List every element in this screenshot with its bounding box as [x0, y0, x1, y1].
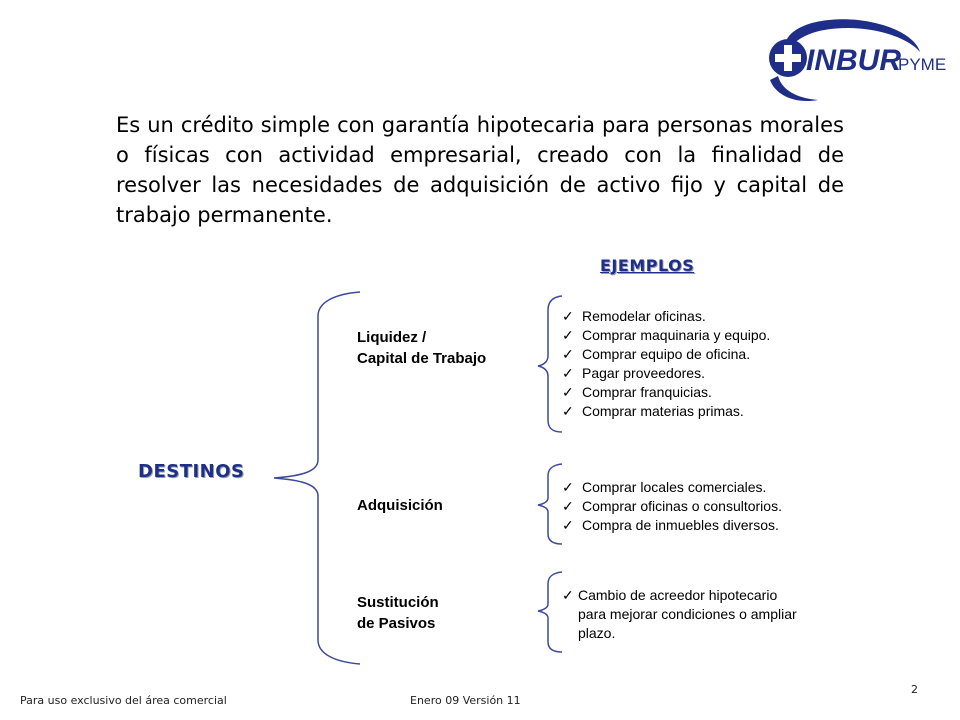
list-item: ✓ Comprar maquinaria y equipo.	[562, 327, 771, 343]
list-item-continuation: para mejorar condiciones o ampliar	[578, 606, 797, 622]
bracket-acquisition	[538, 464, 562, 544]
category-liabilities-line1: Sustitución	[357, 594, 439, 611]
category-liquidity-line1: Liquidez /	[357, 329, 427, 346]
list-item: ✓ Comprar equipo de oficina.	[562, 346, 751, 362]
category-liquidity-line2: Capital de Trabajo	[357, 350, 487, 367]
list-item: ✓ Cambio de acreedor hipotecario	[562, 587, 778, 603]
check-icon: ✓	[562, 346, 574, 362]
category-acquisition	[357, 495, 443, 516]
category-acquisition-line1: Adquisición	[357, 497, 443, 514]
list-item: ✓ Comprar locales comerciales.	[562, 479, 767, 495]
check-icon: ✓	[562, 365, 574, 381]
footer-center: Enero 09 Versión 11	[410, 694, 521, 707]
logo-brand-suffix: PYME	[898, 55, 947, 74]
check-icon: ✓	[562, 587, 574, 603]
examples-acquisition	[562, 478, 782, 535]
category-liquidity	[357, 327, 486, 369]
page-number: 2	[911, 683, 918, 696]
check-icon: ✓	[562, 384, 574, 400]
list-item: ✓ Comprar materias primas.	[562, 403, 744, 419]
check-icon: ✓	[562, 308, 574, 324]
examples-liquidity	[562, 307, 770, 421]
check-icon: ✓	[562, 479, 574, 495]
list-item: ✓ Compra de inmuebles diversos.	[562, 517, 779, 533]
intro-paragraph: Es un crédito simple con garantía hipotecaria para personas morales o físicas con actividad empresarial, creado con la finalidad de resolver las necesidades de adquisición de activo fijo y capital de trabajo permanente.	[116, 113, 844, 227]
list-item: ✓ Comprar oficinas o consultorios.	[562, 498, 782, 514]
check-icon: ✓	[562, 498, 574, 514]
category-liabilities-line2: de Pasivos	[357, 615, 436, 632]
bracket-liquidity	[538, 296, 562, 432]
list-item: ✓ Remodelar oficinas.	[562, 308, 706, 324]
category-liabilities	[357, 592, 439, 634]
list-item: ✓ Comprar franquicias.	[562, 384, 712, 400]
main-bracket	[274, 292, 360, 664]
footer-left: Para uso exclusivo del área comercial	[20, 694, 227, 707]
bracket-liabilities	[538, 572, 562, 652]
destinations-label: DESTINOS	[138, 461, 245, 482]
examples-liabilities	[562, 586, 797, 643]
check-icon: ✓	[562, 403, 574, 419]
check-icon: ✓	[562, 327, 574, 343]
examples-heading: EJEMPLOS	[600, 256, 695, 275]
list-item-continuation: plazo.	[578, 625, 616, 641]
check-icon: ✓	[562, 517, 574, 533]
logo-brand-main: INBUR	[806, 44, 901, 77]
list-item: ✓ Pagar proveedores.	[562, 365, 705, 381]
